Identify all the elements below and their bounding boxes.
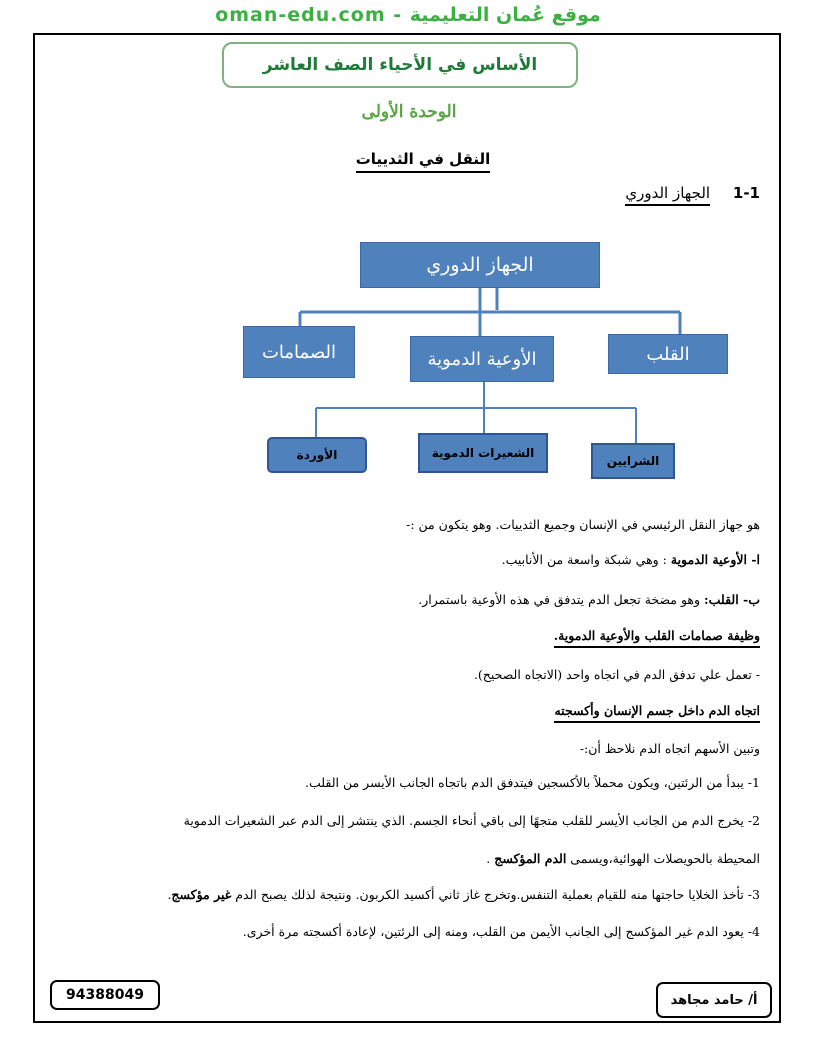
node-blood-vessels: الأوعية الدموية <box>410 336 554 382</box>
step-3-text: 3- تأخذ الخلايا حاجتها منه للقيام بعملية التنفس.وتخرج غاز ثاني أكسيد الكربون. ونتيجة لذلك يصبح الدم <box>231 887 760 902</box>
unit-title: الوحدة الأولى <box>361 102 457 122</box>
function-text: - تعمل علي تدفق الدم في اتجاه واحد (الاتجاه الصحيح). <box>473 667 760 682</box>
step-3 <box>100 887 760 903</box>
node-veins: الأوردة <box>267 437 367 473</box>
author-name: أ/ حامد مجاهد <box>656 982 772 1018</box>
item-b-text: وهو مضخة تجعل الدم يتدفق في هذه الأوعية باستمرار. <box>418 592 705 607</box>
function-heading-text: وظيفة صمامات القلب والأوعية الدموية. <box>554 628 760 648</box>
node-arteries: الشرايين <box>591 443 675 479</box>
step-2-end: . <box>486 851 495 866</box>
node-capillaries: الشعيرات الدموية <box>418 433 548 473</box>
node-circulatory-system: الجهاز الدوري <box>360 242 600 288</box>
item-b-label: ب- القلب: <box>704 592 760 607</box>
direction-heading <box>100 703 760 719</box>
node-heart: القلب <box>608 334 728 374</box>
step-3-end: . <box>167 887 172 902</box>
direction-intro: وتبين الأسهم اتجاه الدم نلاحظ أن:- <box>579 741 760 756</box>
section-heading <box>625 184 760 202</box>
step-3-bold: غير مؤكسج <box>171 887 232 902</box>
section-title: الجهاز الدوري <box>625 184 710 206</box>
step-2-bold: الدم المؤكسج <box>494 851 567 866</box>
item-a-text: : وهي شبكة واسعة من الأنابيب. <box>501 552 671 567</box>
step-2: 2- يخرج الدم من الجانب الأيسر للقلب متجهًا إلى باقي أنحاء الجسم. الذي ينتشر إلى الدم عبر الشعيرات الدموية <box>183 813 760 828</box>
step-1: 1- يبدأ من الرئتين، ويكون محملاً بالأكسجين فيتدفق الدم باتجاه الجانب الأيسر من القلب. <box>305 775 760 790</box>
direction-heading-text: اتجاه الدم داخل جسم الإنسان وأكسجته <box>554 703 760 723</box>
node-valves: الصمامات <box>243 326 355 378</box>
site-watermark: oman-edu.com - موقع عُمان التعليمية <box>215 4 601 26</box>
item-a-label: ا- الأوعية الدموية <box>670 552 760 567</box>
item-b <box>100 592 760 608</box>
step-4: 4- يعود الدم غير المؤكسج إلى الجانب الأيمن من القلب، ومنه إلى الرئتين، لإعادة أكسجته مرة أخرى. <box>242 924 760 939</box>
lesson-heading-text: النقل في الثدييات <box>356 150 491 173</box>
intro-paragraph: هو جهاز النقل الرئيسي في الإنسان وجميع الثدييات. وهو يتكون من :- <box>406 517 760 532</box>
step-2-continued <box>100 851 760 867</box>
function-heading <box>100 628 760 644</box>
lesson-heading <box>330 150 516 168</box>
section-number: 1-1 <box>732 184 760 202</box>
phone-number: 94388049 <box>50 980 160 1010</box>
item-a <box>100 552 760 568</box>
step-2-text: المحيطة بالحويصلات الهوائية،ويسمى <box>566 851 760 866</box>
page-title: الأساس في الأحياء الصف العاشر <box>222 42 578 88</box>
